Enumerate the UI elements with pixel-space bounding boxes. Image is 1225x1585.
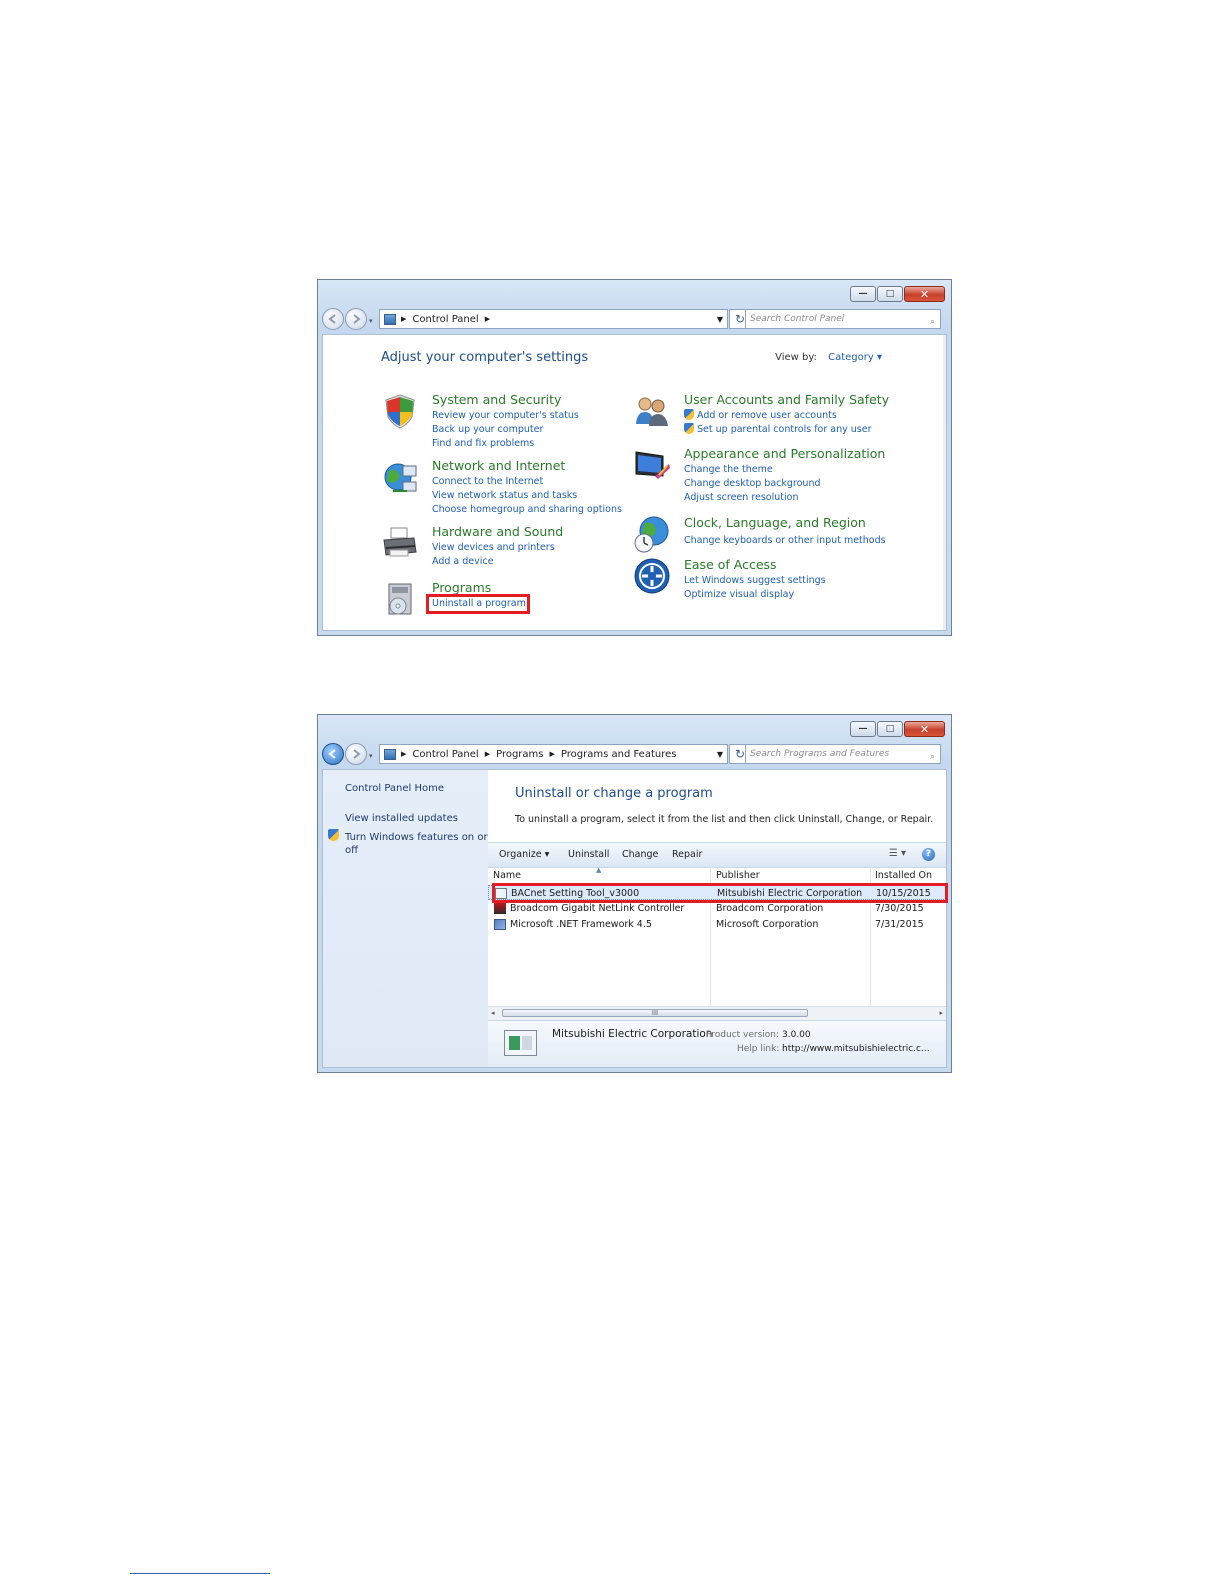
scroll-right-icon[interactable]: ▸ — [939, 1009, 943, 1017]
printer-icon — [381, 524, 419, 562]
link-control-panel-home[interactable]: Control Panel Home — [345, 783, 445, 794]
category-title[interactable]: Network and Internet — [432, 458, 566, 473]
view-by-control — [775, 352, 882, 363]
forward-button[interactable] — [345, 308, 367, 330]
link-change-theme[interactable]: Change the theme — [684, 464, 773, 475]
category-title[interactable]: Programs — [432, 580, 492, 595]
uac-shield-icon — [684, 409, 694, 420]
column-header-name[interactable]: Name — [493, 870, 522, 881]
task-pane — [323, 770, 488, 1067]
details-publisher: Mitsubishi Electric Corporation — [552, 1028, 713, 1040]
view-by-value: Category — [828, 352, 874, 363]
organize-button[interactable]: Organize ▾ — [499, 849, 550, 860]
link-windows-features[interactable] — [345, 831, 488, 857]
breadcrumb-programs-features[interactable]: Programs and Features — [560, 748, 677, 760]
address-bar[interactable] — [379, 744, 728, 764]
recent-pages-dropdown[interactable]: ▾ — [369, 317, 373, 325]
horizontal-scrollbar[interactable] — [488, 1006, 946, 1020]
category-title[interactable]: Clock, Language, and Region — [684, 515, 866, 530]
link-screen-resolution[interactable]: Adjust screen resolution — [684, 492, 799, 503]
footnote-separator — [130, 1573, 270, 1574]
sort-ascending-icon: ▲ — [596, 866, 602, 874]
page-description: To uninstall a program, select it from the list and then click Uninstall, Change, or Repair. — [515, 814, 934, 825]
column-header-row — [488, 867, 946, 881]
program-publisher: Mitsubishi Electric Corporation — [717, 888, 863, 899]
link-review-status[interactable]: Review your computer's status — [432, 410, 579, 421]
maximize-icon: □ — [885, 724, 895, 734]
address-dropdown-icon[interactable]: ▼ — [716, 750, 723, 759]
minimize-icon: — — [858, 289, 868, 299]
close-icon: ✕ — [919, 287, 930, 301]
programs-features-content — [322, 769, 947, 1068]
highlight-box — [492, 883, 948, 903]
control-panel-content — [322, 334, 947, 631]
link-view-installed-updates[interactable]: View installed updates — [345, 813, 458, 824]
minimize-icon: — — [858, 724, 868, 734]
breadcrumb-separator-icon: ▶ — [401, 750, 407, 758]
page-title: Uninstall or change a program — [515, 786, 713, 801]
link-add-remove-accounts[interactable] — [684, 409, 872, 423]
forward-button[interactable] — [345, 743, 367, 765]
address-bar[interactable] — [379, 309, 728, 329]
breadcrumb-programs[interactable]: Programs — [496, 748, 544, 760]
link-optimize-display[interactable]: Optimize visual display — [684, 589, 795, 600]
program-large-icon — [504, 1030, 537, 1056]
link-uninstall-program[interactable]: Uninstall a program — [432, 598, 526, 609]
page-title: Adjust your computer's settings — [381, 350, 589, 365]
link-add-device[interactable]: Add a device — [432, 556, 494, 567]
program-installed-date: 7/30/2015 — [875, 903, 924, 914]
link-connect-internet[interactable]: Connect to the Internet — [432, 476, 544, 487]
minimize-button[interactable] — [850, 721, 876, 737]
column-header-installed-on[interactable]: Installed On — [875, 870, 932, 881]
uninstall-button[interactable]: Uninstall — [568, 849, 610, 860]
dotnet-icon — [494, 919, 506, 930]
category-title[interactable]: User Accounts and Family Safety — [684, 392, 890, 407]
details-pane — [488, 1020, 946, 1067]
address-dropdown-icon[interactable]: ▼ — [716, 315, 723, 324]
close-icon: ✕ — [919, 722, 930, 736]
breadcrumb-control-panel[interactable]: Control Panel — [412, 313, 479, 325]
view-options-icon[interactable]: ☰ ▾ — [888, 848, 906, 859]
search-placeholder: Search Control Panel — [750, 314, 845, 324]
search-placeholder: Search Programs and Features — [750, 749, 890, 759]
link-network-status[interactable]: View network status and tasks — [432, 490, 578, 501]
users-icon — [633, 392, 671, 430]
recent-pages-dropdown[interactable]: ▾ — [369, 752, 373, 760]
monitor-paint-icon — [633, 446, 671, 484]
back-button[interactable] — [322, 743, 344, 765]
maximize-button[interactable] — [877, 286, 903, 302]
view-by-dropdown[interactable]: Category ▾ — [828, 352, 882, 363]
globe-clock-icon — [633, 515, 671, 553]
uac-shield-icon — [328, 829, 339, 841]
link-suggest-settings[interactable]: Let Windows suggest settings — [684, 575, 826, 586]
link-keyboards-input[interactable]: Change keyboards or other input methods — [684, 535, 886, 546]
control-panel-icon — [384, 749, 396, 760]
shield-icon — [381, 392, 419, 430]
category-title[interactable]: System and Security — [432, 392, 562, 407]
change-button[interactable]: Change — [622, 849, 659, 860]
scroll-thumb[interactable]: III — [502, 1009, 808, 1017]
table-row[interactable] — [488, 901, 946, 916]
program-name: Broadcom Gigabit NetLink Controller — [510, 903, 685, 914]
search-icon[interactable]: ⌕ — [929, 752, 935, 762]
control-panel-window — [317, 279, 952, 636]
column-header-publisher[interactable]: Publisher — [716, 870, 760, 881]
minimize-button[interactable] — [850, 286, 876, 302]
category-title[interactable]: Ease of Access — [684, 557, 777, 572]
breadcrumb-separator-icon: ▶ — [401, 315, 407, 323]
help-icon[interactable]: ? — [922, 848, 935, 861]
program-list-pane — [488, 770, 946, 1067]
link-text: Turn Windows features on or — [345, 832, 488, 843]
repair-button[interactable]: Repair — [672, 849, 703, 860]
program-installed-date: 10/15/2015 — [876, 888, 931, 899]
category-title[interactable]: Hardware and Sound — [432, 524, 564, 539]
program-publisher: Microsoft Corporation — [716, 919, 819, 930]
link-find-fix[interactable]: Find and fix problems — [432, 438, 535, 449]
link-desktop-background[interactable]: Change desktop background — [684, 478, 821, 489]
maximize-button[interactable] — [877, 721, 903, 737]
help-link-label: Help link: — [737, 1044, 780, 1054]
link-parental-controls[interactable] — [684, 423, 872, 437]
program-installed-date: 7/31/2015 — [875, 919, 924, 930]
maximize-icon: □ — [885, 289, 895, 299]
program-name: BACnet Setting Tool_v3000 — [511, 888, 640, 899]
link-homegroup[interactable]: Choose homegroup and sharing options — [432, 504, 622, 515]
link-text: Add or remove user accounts — [697, 410, 837, 421]
control-panel-icon — [384, 314, 396, 325]
highlight-box — [426, 594, 530, 614]
ease-of-access-icon — [633, 557, 671, 595]
uac-shield-icon — [684, 423, 694, 434]
link-devices-printers[interactable]: View devices and printers — [432, 542, 555, 553]
refresh-icon: ↻ — [734, 747, 746, 761]
scroll-left-icon[interactable]: ◂ — [491, 1009, 495, 1017]
organize-label: Organize — [499, 849, 542, 860]
broadcom-icon — [494, 903, 506, 914]
forward-arrow-icon — [350, 313, 362, 325]
link-back-up[interactable]: Back up your computer — [432, 424, 544, 435]
search-icon[interactable]: ⌕ — [929, 317, 935, 327]
navigation-bar — [318, 304, 951, 334]
title-bar — [318, 715, 951, 739]
forward-arrow-icon — [350, 748, 362, 760]
breadcrumb-separator-icon: ▶ — [484, 315, 491, 323]
back-arrow-icon — [327, 748, 339, 760]
link-text: off — [345, 845, 359, 856]
command-bar — [488, 842, 946, 868]
title-bar — [318, 280, 951, 304]
product-version-label: Product version: — [706, 1030, 780, 1040]
programs-features-window — [317, 714, 952, 1073]
program-publisher: Broadcom Corporation — [716, 903, 824, 914]
breadcrumb-control-panel[interactable]: Control Panel — [412, 748, 479, 760]
link-text: Set up parental controls for any user — [697, 424, 872, 435]
back-button[interactable] — [322, 308, 344, 330]
breadcrumb-separator-icon: ▶ — [484, 750, 491, 758]
product-version-value: 3.0.00 — [782, 1030, 811, 1040]
search-input[interactable] — [745, 309, 941, 329]
table-row[interactable] — [488, 917, 946, 932]
view-by-label: View by: — [775, 352, 817, 363]
search-input[interactable] — [745, 744, 941, 764]
programs-disc-icon — [381, 580, 419, 618]
breadcrumb-separator-icon: ▶ — [549, 750, 555, 758]
refresh-icon: ↻ — [734, 312, 746, 326]
help-link-value[interactable]: http://www.mitsubishielectric.c... — [782, 1044, 930, 1054]
network-globe-icon — [381, 458, 419, 496]
back-arrow-icon — [327, 313, 339, 325]
close-button[interactable] — [904, 286, 945, 302]
program-name: Microsoft .NET Framework 4.5 — [510, 919, 652, 930]
close-button[interactable] — [904, 721, 945, 737]
vertical-scrollbar[interactable] — [943, 335, 946, 630]
category-title[interactable]: Appearance and Personalization — [684, 446, 886, 461]
navigation-bar — [318, 739, 951, 769]
